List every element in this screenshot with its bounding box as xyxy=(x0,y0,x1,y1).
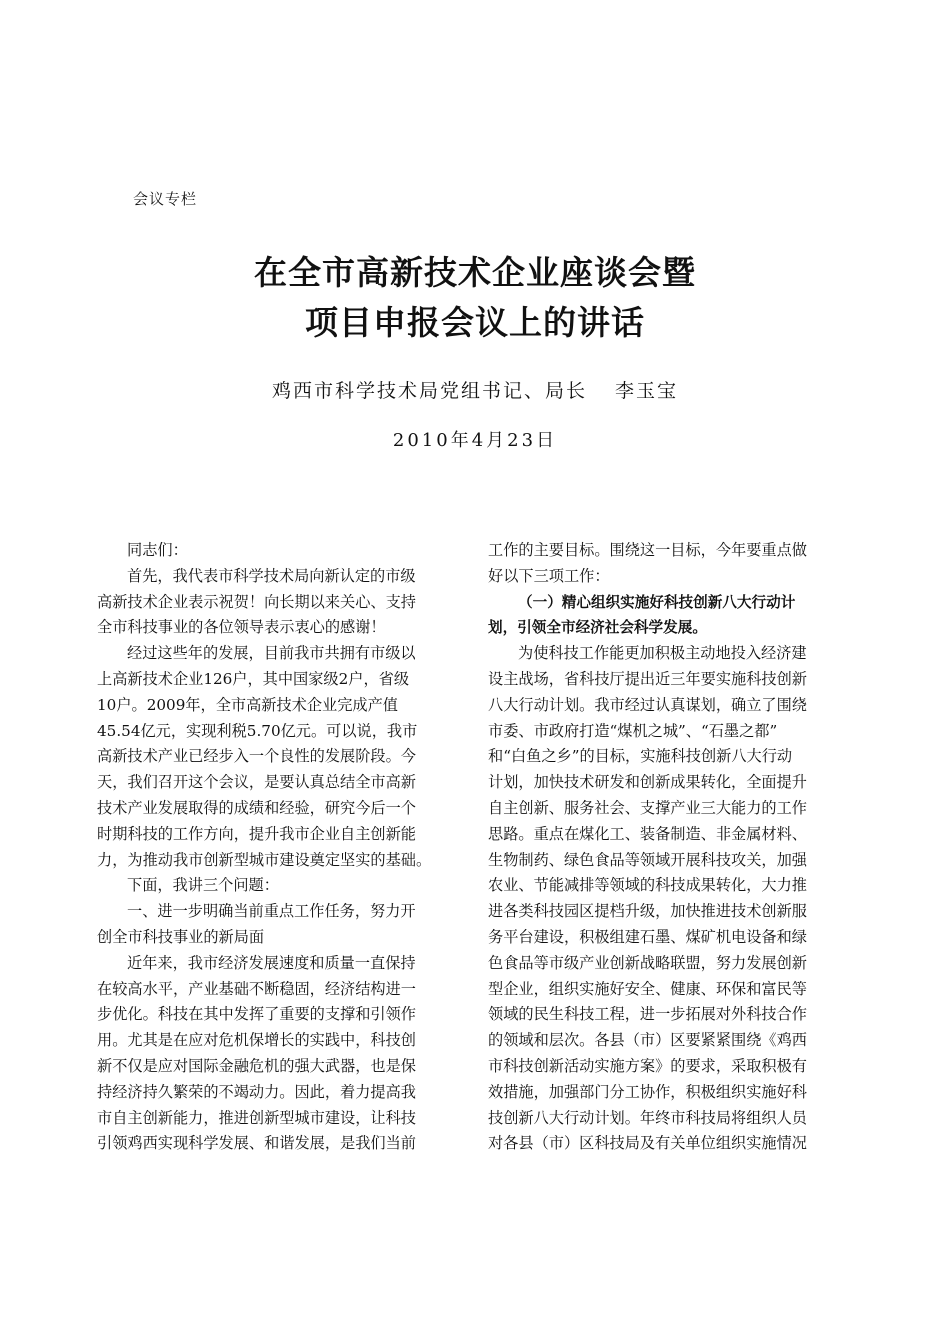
speech-date: 2010年4月23日 xyxy=(392,430,558,451)
paragraph-line: 自主创新、服务社会、支撑产业三大能力的工作 xyxy=(488,798,807,817)
author-line xyxy=(0,376,950,403)
paragraph-line: 全市科技事业的各位领导表示衷心的感谢！ xyxy=(97,618,386,637)
paragraph-line: 领域的民生科技工程，进一步拓展对外科技合作 xyxy=(488,1005,807,1024)
paragraph-line: 计划，加快技术研发和创新成果转化，全面提升 xyxy=(488,773,807,792)
paragraph-line: 对各县（市）区科技局及有关单位组织实施情况 xyxy=(488,1134,807,1153)
paragraph-line: 生物制药、绿色食品等领域开展科技攻关，加强 xyxy=(488,850,807,869)
paragraph-line: 力，为推动我市创新型城市建设奠定坚实的基础。 xyxy=(97,850,432,869)
article-title-line-2: 项目申报会议上的讲话 xyxy=(305,303,645,342)
right-column xyxy=(488,538,856,1157)
paragraph-line: 八大行动计划。我市经过认真谋划，确立了围绕 xyxy=(488,695,807,714)
paragraph-line: 45.54亿元，实现利税5.70亿元。可以说，我市 xyxy=(97,721,418,740)
paragraph-line: 近年来，我市经济发展速度和质量一直保持 xyxy=(127,953,416,972)
left-column xyxy=(97,538,465,1157)
section-label: 会议专栏 xyxy=(133,190,198,208)
paragraph-line: 效措施，加强部门分工协作，积极组织实施好科 xyxy=(488,1082,807,1101)
paragraph-line: 上高新技术企业126户，其中国家级2户，省级 xyxy=(97,669,410,688)
paragraph-line: 为使科技工作能更加积极主动地投入经济建 xyxy=(518,644,807,663)
paragraph-line: 设主战场，省科技厅提出近三年要实施科技创新 xyxy=(488,669,807,688)
section-heading-line: 创全市科技事业的新局面 xyxy=(97,927,265,946)
paragraph-line: 高新技术产业已经步入一个良性的发展阶段。今 xyxy=(97,747,416,766)
paragraph-line: 市科技创新活动实施方案》的要求，采取积极有 xyxy=(488,1056,807,1075)
paragraph-line: 在较高水平，产业基础不断稳固，经济结构进一 xyxy=(97,979,416,998)
paragraph-line: 型企业，组织实施好安全、健康、环保和富民等 xyxy=(488,979,807,998)
paragraph-line: 好以下三项工作： xyxy=(488,566,610,585)
paragraph-line: 工作的主要目标。围绕这一目标，今年要重点做 xyxy=(488,541,807,559)
paragraph-line: 用。尤其是在应对危机保增长的实践中，科技创 xyxy=(97,1031,416,1050)
paragraph-line: 引领鸡西实现科学发展、和谐发展，是我们当前 xyxy=(97,1134,416,1153)
paragraph-line: 时期科技的工作方向，提升我市企业自主创新能 xyxy=(97,824,416,843)
paragraph-line: 首先，我代表市科学技术局向新认定的市级 xyxy=(127,566,416,585)
paragraph-line: 天，我们召开这个会议，是要认真总结全市高新 xyxy=(97,773,416,792)
paragraph-line: 下面，我讲三个问题： xyxy=(127,876,279,895)
paragraph-line: 新不仅是应对国际金融危机的强大武器，也是保 xyxy=(97,1056,416,1075)
paragraph-line: 持经济持久繁荣的不竭动力。因此，着力提高我 xyxy=(97,1082,416,1101)
paragraph-line: 农业、节能减排等领域的科技成果转化，大力推 xyxy=(488,876,807,895)
section-heading-line: 一、进一步明确当前重点工作任务，努力开 xyxy=(127,902,416,921)
paragraph-line: 技创新八大行动计划。年终市科技局将组织人员 xyxy=(488,1108,807,1127)
paragraph-line: 经过这些年的发展，目前我市共拥有市级以 xyxy=(127,644,416,663)
author-name: 李玉宝 xyxy=(615,380,679,402)
subsection-heading-line: （一）精心组织实施好科技创新八大行动计 xyxy=(518,593,796,611)
paragraph-line: 和“白鱼之乡”的目标，实施科技创新八大行动 xyxy=(488,747,793,766)
paragraph-line: 思路。重点在煤化工、装备制造、非金属材料、 xyxy=(488,824,807,843)
paragraph-line: 市自主创新能力，推进创新型城市建设，让科技 xyxy=(97,1108,416,1127)
author-role: 鸡西市科学技术局党组书记、局长 xyxy=(271,380,587,402)
paragraph-line: 市委、市政府打造“煤机之城”、“石墨之都” xyxy=(488,721,778,740)
paragraph-line: 务平台建设，积极组建石墨、煤矿机电设备和绿 xyxy=(488,927,807,946)
paragraph-line: 10户。2009年，全市高新技术企业完成产值 xyxy=(97,695,398,714)
paragraph-line: 步优化。科技在其中发挥了重要的支撑和引领作 xyxy=(97,1005,416,1024)
subsection-heading-line: 划，引领全市经济社会科学发展。 xyxy=(488,619,707,637)
article-title-line-1: 在全市高新技术企业座谈会暨 xyxy=(254,253,696,292)
paragraph-line: 进各类科技园区提档升级，加快推进技术创新服 xyxy=(488,902,807,921)
paragraph-line: 同志们： xyxy=(127,541,188,559)
paragraph-line: 高新技术企业表示祝贺！向长期以来关心、支持 xyxy=(97,592,416,611)
paragraph-line: 色食品等市级产业创新战略联盟，努力发展创新 xyxy=(488,953,807,972)
paragraph-line: 技术产业发展取得的成绩和经验，研究今后一个 xyxy=(97,798,416,817)
paragraph-line: 的领域和层次。各县（市）区要紧紧围绕《鸡西 xyxy=(488,1031,807,1050)
